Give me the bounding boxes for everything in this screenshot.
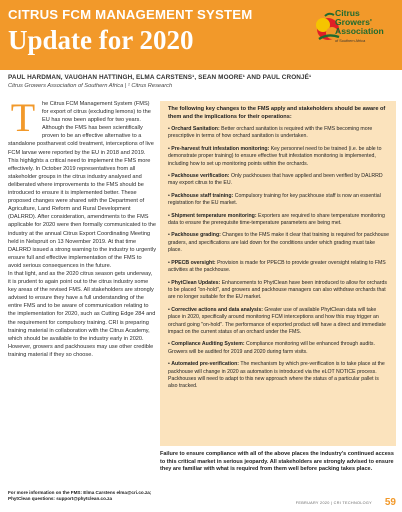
box-item-text: The mechanism by which pre-verification is to take place at the packhouse will change in 2020 as automation is introduced via the eLOT NOTICE process. Packhouses will need to adapt to this new approach where the status of a particular pallet is also tracked. — [168, 361, 385, 390]
logo-tagline: of Southern Africa — [335, 39, 366, 43]
box-item-title: Orchard Sanitation: — [171, 126, 220, 132]
page-number: 59 — [384, 497, 396, 508]
body-paragraph-2: In that light, and as the 2020 citrus season gets underway, it is prudent to again point out to the citrus industry some key areas of the revised FMS. All stakeholders are strongly advised to ensure they have a full understanding of the entire FMS and to be aware of communication relating to the implementation for 2020, such as Cutting Edge 284 and the requirement for compulsory training. CRI is preparing training material in collaboration with the Citrus Academy, which should be available to the industry early in 2020. However, growers and packhouses may use other credible training material if they so choose. — [8, 270, 156, 358]
box-item-title: Packhouse verification: — [171, 173, 230, 180]
box-item: • Shipment temperature monitoring: Exporters are required to share temperature monitoring data to ensure the prerequisite time-temperature parameters are being met. — [168, 212, 385, 227]
box-item: • Packhouse staff training: Compulsory training for key packhouse staff is now an essential registration for the EU market. — [168, 192, 381, 207]
box-item-text: Provision is made for PPECB to provide greater oversight relating to FMS activities at the packhouse. — [168, 259, 386, 274]
closing-statement: Failure to ensure compliance with all of the above places the industry's continued access to this critical market in serious jeopardy. All stakeholders are strongly advised to ensure they are familiar with what is required from them well before packing takes place. — [160, 451, 394, 472]
box-item-title: PPECB oversight: — [171, 259, 216, 266]
footer-issue: FEBRUARY 2020 | CRI TECHNOLOGY — [295, 501, 372, 505]
body-column — [8, 95, 157, 500]
box-item-title: Shipment temperature monitoring: — [171, 212, 257, 219]
box-item-text: Only packhouses that have applied and been verified by DALRRD may export citrus to the EU. — [168, 173, 383, 187]
box-item: • Orchard Sanitation: Better orchard sanitation is required with the FMS becoming more prescriptive in terms of how orchard sanitation is undertaken. — [168, 126, 373, 140]
drop-cap: T — [10, 95, 36, 140]
box-item-text: Exporters are required to share temperature monitoring data to ensure the prerequisite time-temperature parameters are being met. — [168, 212, 385, 227]
box-item-title: Corrective actions and data analysis: — [171, 306, 263, 313]
section-kicker: CITRUS FCM MANAGEMENT SYSTEM — [8, 7, 253, 22]
logo-wordmark — [335, 9, 397, 46]
box-intro: The following key changes to the FMS apply and stakeholders should be aware of them and the implications for their operations: — [168, 106, 386, 120]
key-changes-box — [160, 101, 396, 446]
cga-logo — [313, 3, 399, 63]
box-item: • PhytClean Updates: Enhancements to PhytClean have been introduced to allow for orchards to be placed "on-hold", and growers and packhouse managers can also withdraw orchards that are no longer suitable for the EU market. — [168, 279, 387, 301]
page-footer — [264, 497, 396, 509]
box-item-text: Changes to the FMS make it clear that training is required for packhouse graders, and specifications are laid down for the conditions under which grading must take place. — [168, 232, 389, 254]
box-item-title: Pre-harvest fruit infestation monitoring: — [171, 145, 270, 152]
box-item-text: Enhancements to PhytClean have been introduced to allow for orchards to be placed "on-hold", and growers and packhouse managers can also withdraw orchards that are no longer suitable for the EU market. — [168, 279, 387, 301]
box-item: • Compliance Auditing System: Compliance monitoring will be enhanced through audits. Growers will be audited for 2019 and 2020 during farm visits. — [168, 341, 375, 355]
box-item-text: Compliance monitoring will be enhanced through audits. Growers will be audited for 2019 and 2020 during farm visits. — [168, 341, 375, 355]
contact-info: For more information on the FMS: Elma Carstens elma@cri.co.za; PhytClean questions: support@phytclean.co.za — [8, 490, 152, 502]
box-item-text: Better orchard sanitation is required with the FMS becoming more prescriptive in terms of how orchard sanitation is undertaken. — [168, 126, 373, 140]
box-item-title: Packhouse staff training: — [171, 192, 234, 199]
box-item-title: PhytClean Updates: — [171, 279, 221, 286]
author-affiliations: Citrus Growers Association of Southern Africa | ¹ Citrus Research — [8, 83, 173, 89]
logo-line-3: Association — [335, 26, 384, 36]
box-item: • Packhouse grading: Changes to the FMS make it clear that training is required for packhouse graders, and specifications are laid down for the conditions under which grading must take place. — [168, 232, 389, 254]
box-item: • Automated pre-verification: The mechanism by which pre-verification is to take place at the packhouse will change in 2020 as automation is introduced via the eLOT NOTICE process. Packhouses will need to adapt to this new approach where the status of a particular pallet is also tracked. — [168, 361, 385, 390]
logo-line-1: Citrus — [335, 8, 360, 18]
box-item: • Corrective actions and data analysis: Greater use of available PhytClean data will take place in 2020, specifically around monitoring FCM interceptions and how this may trigger an orchard going "on-hold". The performance of exported product will have a direct and immediate impact on the current status of an orchard under the FMS. — [168, 306, 386, 335]
box-item-text: Key personnel need to be trained (i.e. be able to demonstrate proper training) to ensure effective fruit infestation monitoring is implemented, including how to set up monitoring points within the orchards. — [168, 145, 382, 167]
article-title: Update for 2020 — [8, 25, 194, 55]
box-item: • Packhouse verification: Only packhouses that have applied and been verified by DALRRD may export citrus to the EU. — [168, 173, 383, 187]
box-item: • Pre-harvest fruit infestation monitoring: Key personnel need to be trained (i.e. be able to demonstrate proper training) to ensure effective fruit infestation monitoring is implemented, including how to set up monitoring points within the orchards. — [168, 145, 382, 167]
box-item: • PPECB oversight: Provision is made for PPECB to provide greater oversight relating to FMS activities at the packhouse. — [168, 259, 386, 274]
box-item-text: Greater use of available PhytClean data will take place in 2020, specifically around monitoring FCM interceptions and how this may trigger an orchard going "on-hold". The performance of exported product will have a direct and immediate impact on the current status of an orchard under the FMS. — [168, 306, 386, 335]
box-item-title: Automated pre-verification: — [171, 361, 239, 368]
author-byline: PAUL HARDMAN, VAUGHAN HATTINGH, ELMA CARSTENS¹, SEAN MOORE¹ AND PAUL CRONJÉ¹ — [8, 74, 312, 81]
box-item-title: Packhouse grading: — [171, 232, 221, 239]
box-item-text: Compulsory training for key packhouse staff is now an essential registration for the EU market. — [168, 192, 381, 207]
box-item-title: Compliance Auditing System: — [171, 341, 245, 348]
body-paragraph-1: he Citrus FCM Management System (FMS) for export of citrus (excluding lemons) to the EU has now been applied for two years. Although the FMS has been scientifically proven to be an effective alternative to a standalone postharvest cold treatment, interceptions of live FCM larvae were reported by the EU in 2018 and 2019. This highlights a critical need to implement the FMS more effectively. In October 2019 representatives from all stakeholder groups in the citrus industry analysed and deliberated where improvements to the FMS should be introduced to ensure it is implemented better. These proposed changes were shared with the Department of Agriculture, Land Reform and Rural Development (DALRRD). After consideration, amendments to the FMS applicable for 2020 were then formally communicated to the industry at the annual Citrus Export Coordinating Meeting held in Nelspruit on 13 November 2019. At that time DALRRD issued a strong warning to the industry to urgently ensure full and effective implementation of the FMS to avoid serious consequences in the future. — [8, 101, 157, 269]
logo-line-2: Growers' — [335, 17, 372, 27]
